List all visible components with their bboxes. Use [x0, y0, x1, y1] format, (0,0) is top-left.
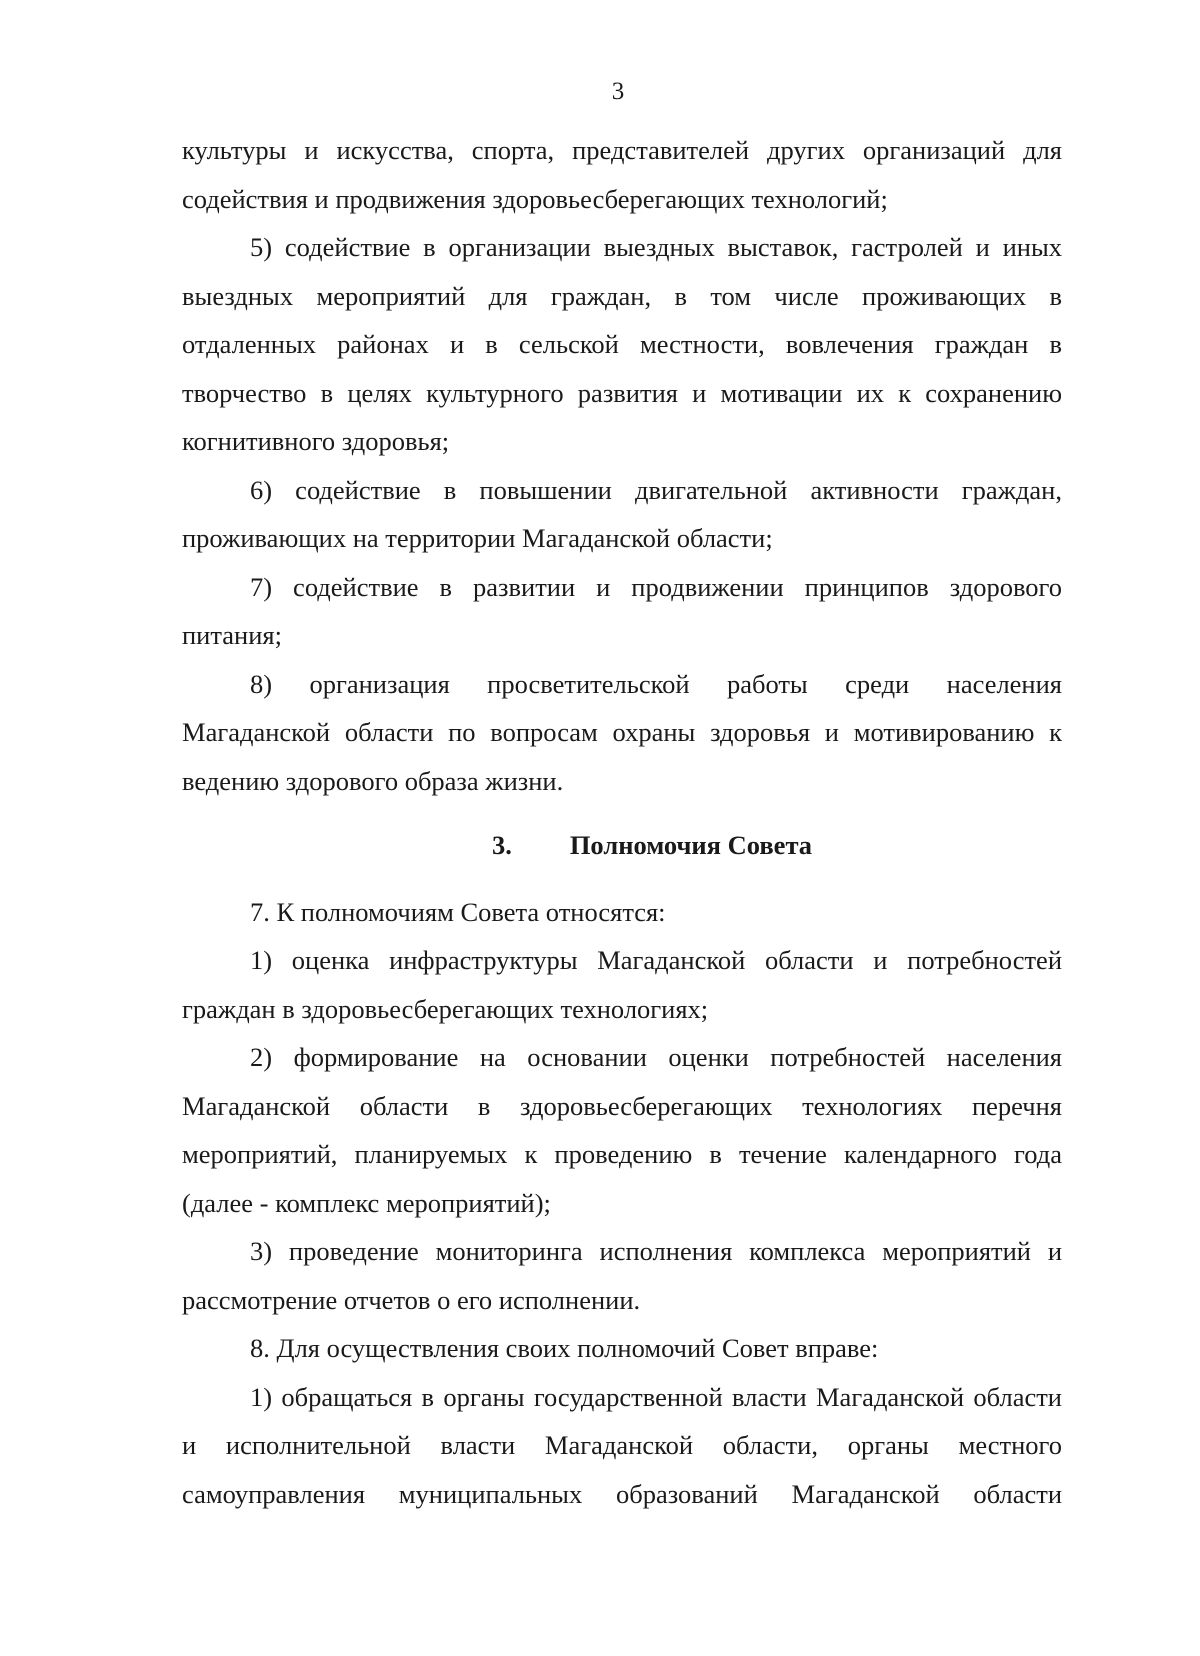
paragraph: культуры и искусства, спорта, представителей других организаций для содействия и продвижения здоровьесберегающих технологий; [182, 135, 1062, 214]
paragraph: 1) обращаться в органы государственной власти Магаданской области и исполнительной власти Магаданской области, органы местного самоуправления муниципальных образований Магаданской области [182, 1381, 1062, 1509]
document-body [182, 126, 1062, 1518]
paragraph: 1) оценка инфраструктуры Магаданской области и потребностей граждан в здоровьесберегающих технологиях; [182, 945, 1062, 1024]
paragraph: 8) организация просветительской работы среди населения Магаданской области по вопросам охраны здоровья и мотивированию к ведению здорового образа жизни. [182, 668, 1062, 796]
section-heading-number: 3. [491, 830, 512, 860]
paragraph: 6) содействие в повышении двигательной активности граждан, проживающих на территории Магаданской области; [182, 474, 1062, 553]
paragraph: 2) формирование на основании оценки потребностей населения Магаданской области в здоровьесберегающих технологиях перечня мероприятий, планируемых к проведению в течение календарного года (далее - комплекс мероприятий); [182, 1042, 1062, 1218]
paragraph: 7) содействие в развитии и продвижении принципов здорового питания; [182, 571, 1062, 650]
section-heading-title: Полномочия Совета [569, 830, 813, 860]
paragraph: 5) содействие в организации выездных выставок, гастролей и иных выездных мероприятий для граждан, в том числе проживающих в отдаленных районах и в сельской местности, вовлечения граждан в творчество в целях культурного развития и мотивации их к сохранению когнитивного здоровья; [182, 232, 1062, 456]
paragraph: 3) проведение мониторинга исполнения комплекса мероприятий и рассмотрение отчетов о его исполнении. [182, 1236, 1062, 1315]
paragraphs-before-heading [182, 126, 1062, 805]
paragraph: 8. Для осуществления своих полномочий Совет вправе: [250, 1333, 879, 1363]
section-heading [182, 821, 1062, 870]
page-number: 3 [611, 78, 625, 105]
paragraph: 7. К полномочиям Совета относятся: [250, 896, 666, 927]
paragraphs-after-heading [182, 888, 1062, 1519]
